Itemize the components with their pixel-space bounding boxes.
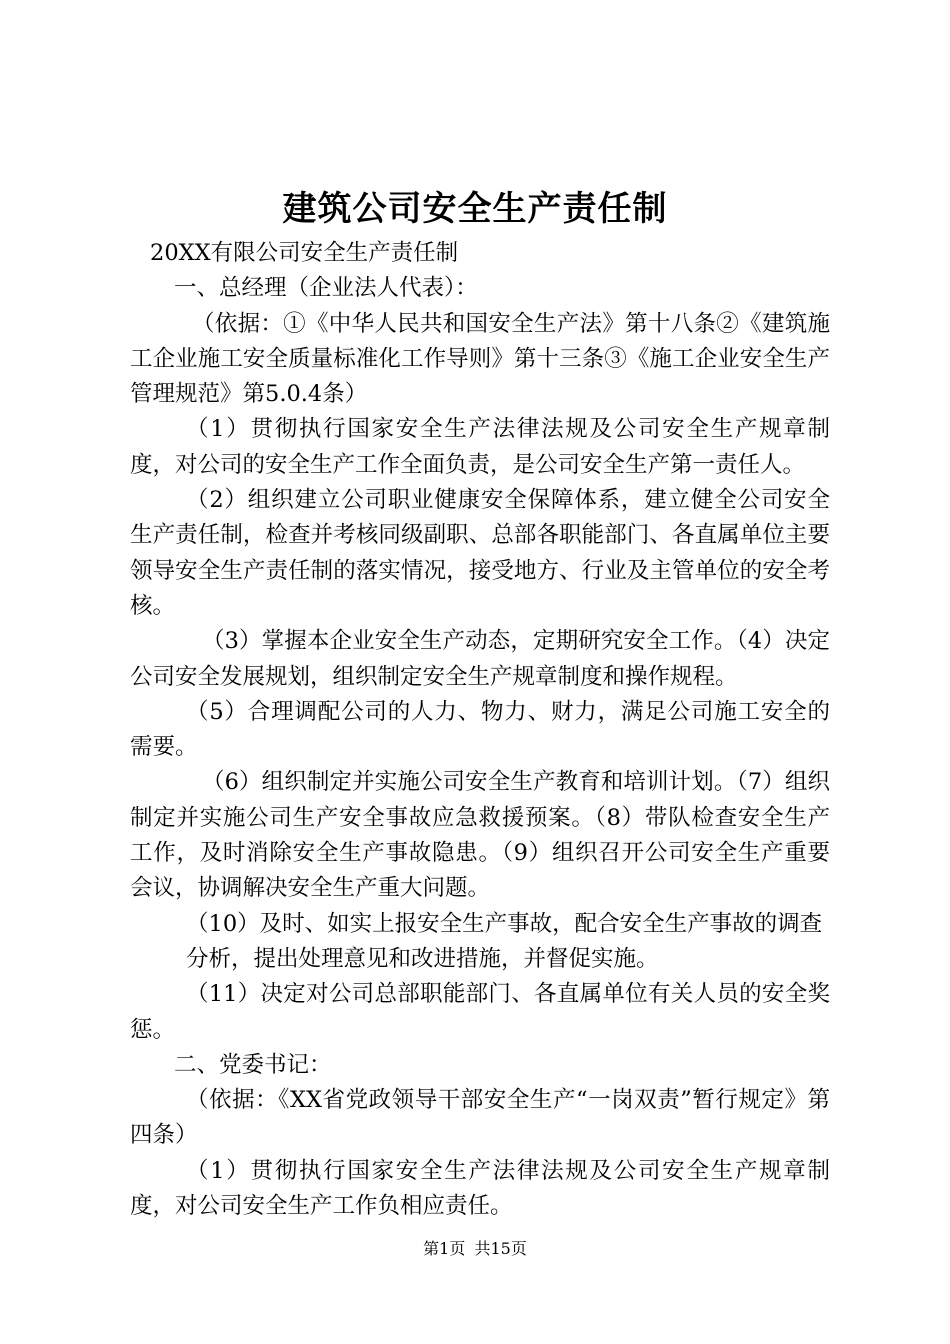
- document-body: [130, 236, 830, 1224]
- duty-paragraph: （1）贯彻执行国家安全生产法律法规及公司安全生产规章制度，对公司的安全生产工作全面负责，是公司安全生产第一责任人。: [130, 416, 830, 478]
- section-heading-party-secretary: 二、党委书记：: [174, 1051, 332, 1078]
- duty-paragraph: （11）决定对公司总部职能部门、各直属单位有关人员的安全奖惩。: [130, 981, 830, 1043]
- document-title: 建筑公司安全生产责任制: [282, 189, 668, 229]
- basis-paragraph: （依据：《XX省党政领导干部安全生产“一岗双责”暂行规定》第四条）: [130, 1087, 830, 1149]
- duty-paragraph: （2）组织建立公司职业健康安全保障体系，建立健全公司安全生产责任制，检查并考核同级副职、总部各职能部门、各直属单位主要领导安全生产责任制的落实情况，接受地方、行业及主管单位的安全考核。: [130, 487, 830, 619]
- duty-paragraph: （1）贯彻执行国家安全生产法律法规及公司安全生产规章制度，对公司安全生产工作负相应责任。: [130, 1157, 830, 1220]
- duty-paragraph: （6）组织制定并实施公司安全生产教育和培训计划。（7）组织制定并实施公司生产安全事故应急救援预案。（8）带队检查安全生产工作，及时消除安全生产事故隐患。（9）组织召开公司安全生产重要会议，协调解决安全生产重大问题。: [130, 769, 830, 902]
- duty-paragraph: （3）掌握本企业安全生产动态，定期研究安全工作。（4）决定公司安全发展规划，组织制定安全生产规章制度和操作规程。: [130, 628, 830, 690]
- basis-paragraph: （依据：①《中华人民共和国安全生产法》第十八条②《建筑施工企业施工安全质量标准化工作导则》第十三条③《施工企业安全生产管理规范》第5.0.4条）: [130, 310, 830, 408]
- duty-paragraph: 分析，提出处理意见和改进措施，并督促实施。: [186, 945, 659, 972]
- page-number: 第1页: [423, 1239, 466, 1258]
- page-total: 共15页: [474, 1239, 527, 1258]
- section-heading-general-manager: 一、总经理（企业法人代表）：: [174, 275, 478, 302]
- duty-paragraph: （5）合理调配公司的人力、物力、财力，满足公司施工安全的需要。: [130, 698, 830, 761]
- company-heading: 20XX有限公司安全生产责任制: [150, 240, 459, 266]
- page-footer: [0, 1238, 950, 1260]
- duty-paragraph: （10）及时、如实上报安全生产事故，配合安全生产事故的调查: [186, 910, 823, 937]
